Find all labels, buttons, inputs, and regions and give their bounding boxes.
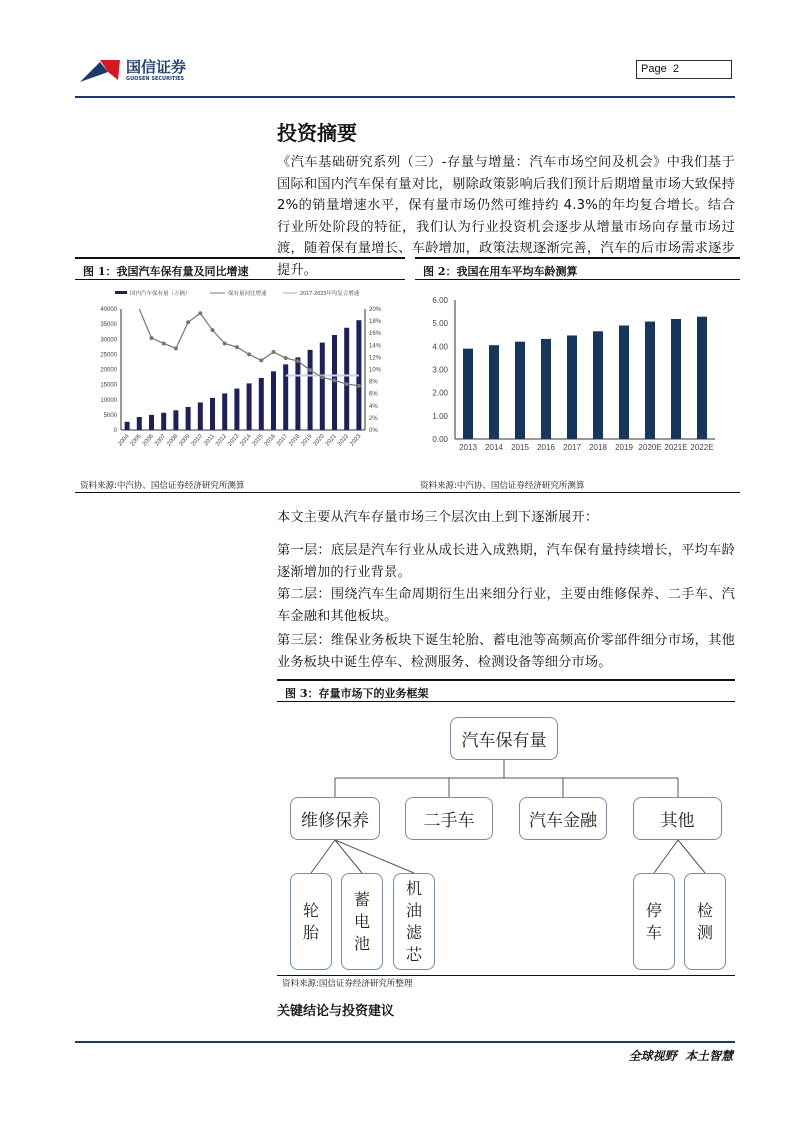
legend-label: 2017-2023年均复合增速: [300, 291, 360, 297]
figure-2-source: 资料来源:中汽协、国信证券经济研究所测算: [420, 481, 585, 491]
diagram-root-node: 汽车保有量: [450, 717, 558, 760]
y2-tick-label: 10%: [369, 367, 382, 374]
y2-tick-label: 14%: [369, 343, 382, 350]
section-heading: 关键结论与投资建议: [277, 1004, 395, 1019]
y-tick-label: 35000: [100, 322, 117, 329]
y-tick-label: 5000: [103, 412, 117, 419]
figure-1-source: 资料来源:中汽协、国信证券经济研究所测算: [80, 481, 245, 491]
y-tick-label: 25000: [100, 352, 117, 359]
x-tick-label: 2022E: [690, 443, 714, 452]
body-paragraph: 第一层：底层是汽车行业从成长进入成熟期，汽车保有量持续增长，平均车龄逐渐增加的行业背景。: [277, 543, 735, 580]
y2-tick-label: 6%: [369, 391, 378, 398]
y-tick-label: 30000: [100, 337, 117, 344]
x-tick-label: 2019: [300, 433, 314, 448]
summary-paragraph: 《汽车基础研究系列（三）-存量与增量：汽车市场空间及机会》中我们基于国际和国内汽车保有量对比，剔除政策影响后我们预计后期增量市场大致保持 2%的销量增速水平，保有量市场仍然可维持约 4.3%的年均复合增长。结合行业所处阶段的特征，我们认为行业投资机会逐步从增量市场向存量市场过渡，随着保有量增长、车龄增加，政策法规逐渐完善，汽车的后市场需求逐步提升。: [277, 155, 735, 278]
x-tick-label: 2018: [589, 443, 607, 452]
diagram-node-other: 其他: [633, 797, 722, 840]
y2-tick-label: 2%: [369, 415, 378, 422]
x-tick-label: 2004: [117, 433, 131, 448]
page-label: Page: [641, 63, 667, 75]
body-paragraph: 本文主要从汽车存量市场三个层次由上到下逐渐展开：: [277, 510, 599, 525]
x-tick-label: 2015: [251, 433, 265, 448]
diagram-node-maintenance: 维修保养: [290, 797, 380, 840]
diagram-node-oil-filter: 机 油 滤 芯: [393, 873, 435, 970]
x-tick-label: 2013: [459, 443, 477, 452]
y-tick-label: 0.00: [432, 435, 448, 444]
y-tick-label: 15000: [100, 382, 117, 389]
x-tick-label: 2017: [563, 443, 581, 452]
y-tick-label: 20000: [100, 367, 117, 374]
x-tick-label: 2022: [337, 433, 351, 448]
y2-tick-label: 16%: [369, 331, 382, 338]
body-paragraph: 第二层：围绕汽车生命周期衍生出来细分行业，主要由维修保养、二手车、汽车金融和其他板块。: [277, 587, 735, 624]
x-tick-label: 2006: [141, 433, 156, 448]
x-tick-label: 2021: [324, 433, 339, 448]
figure-3-title: 图 3：存量市场下的业务框架: [277, 679, 735, 702]
x-tick-label: 2008: [166, 433, 180, 448]
y-tick-label: 0: [113, 428, 117, 434]
diagram-node-used-car: 二手车: [405, 797, 493, 840]
figure-2-title: 图 2：我国在用车平均车龄测算: [415, 257, 740, 280]
x-tick-label: 2023: [349, 433, 363, 448]
diagram-node-auto-finance: 汽车金融: [519, 797, 607, 840]
y-tick-label: 2.00: [432, 388, 448, 398]
x-tick-label: 2014: [485, 443, 503, 452]
x-tick-label: 2017: [276, 433, 290, 448]
x-tick-label: 2016: [263, 433, 278, 448]
diagram-node-inspection: 检 测: [684, 873, 726, 970]
legend-label: 国内汽车保有量（万辆）: [130, 291, 191, 297]
figure-3-rule: [277, 975, 735, 976]
logo-text: 国信证券: [126, 58, 187, 76]
y-tick-label: 6.00: [432, 296, 448, 305]
y2-tick-label: 8%: [369, 379, 378, 386]
y2-tick-label: 18%: [369, 319, 382, 326]
page-title: 投资摘要: [277, 121, 357, 145]
x-tick-label: 2012: [215, 433, 229, 448]
x-tick-label: 2009: [178, 433, 192, 448]
page-number: 2: [672, 63, 679, 75]
footer-slogan: 全球视野 本土智慧: [628, 1049, 733, 1063]
x-tick-label: 2021E: [664, 443, 688, 452]
x-tick-label: 2019: [615, 443, 633, 452]
y2-tick-label: 12%: [369, 355, 382, 362]
x-tick-label: 2014: [239, 433, 253, 448]
footer-rule: [75, 1041, 735, 1043]
y-tick-label: 1.00: [432, 411, 448, 421]
diagram-node-tires: 轮 胎: [290, 873, 332, 970]
x-tick-label: 2011: [203, 433, 217, 448]
x-tick-label: 2018: [288, 433, 302, 448]
y-tick-label: 5.00: [432, 319, 448, 329]
diagram-node-battery: 蓄 电 池: [341, 873, 383, 970]
logo-subtext: GUOSEN SECURITIES: [126, 76, 185, 82]
body-paragraph: 第三层：维保业务板块下诞生轮胎、蓄电池等高频高价零部件细分市场，其他业务板块中诞生停车、检测服务、检测设备等细分市场。: [277, 633, 735, 670]
figure-1-title: 图 1：我国汽车保有量及同比增速: [75, 257, 405, 280]
y-tick-label: 40000: [100, 307, 117, 313]
diagram-node-parking: 停 车: [633, 873, 675, 970]
figure-3-source: 资料来源:国信证券经济研究所整理: [282, 979, 413, 989]
x-tick-label: 2015: [511, 443, 529, 452]
x-tick-label: 2010: [190, 433, 204, 448]
x-tick-label: 2016: [537, 443, 555, 452]
x-tick-label: 2007: [154, 433, 168, 448]
y2-tick-label: 0%: [369, 428, 378, 434]
x-tick-label: 2020: [312, 433, 326, 448]
y-tick-label: 10000: [100, 397, 117, 404]
y2-tick-label: 20%: [369, 307, 382, 313]
x-tick-label: 2013: [227, 433, 241, 448]
y-tick-label: 4.00: [432, 342, 448, 352]
legend-label: 保有量同比增速: [228, 291, 267, 297]
x-tick-label: 2020E: [638, 443, 662, 452]
y2-tick-label: 4%: [369, 403, 378, 410]
x-tick-label: 2005: [129, 433, 143, 448]
y-tick-label: 3.00: [432, 365, 448, 375]
